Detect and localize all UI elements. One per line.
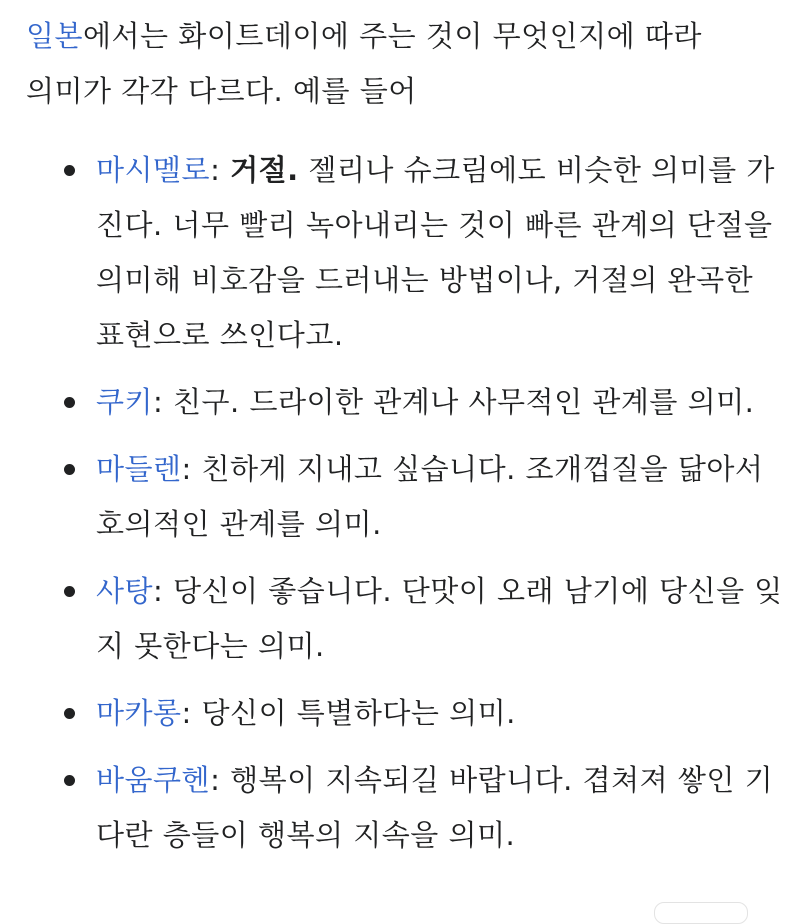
bottom-floating-control[interactable] xyxy=(654,902,748,924)
candy-link[interactable]: 사탕 xyxy=(96,574,154,608)
article-body xyxy=(26,9,786,875)
bullet-icon xyxy=(64,586,75,597)
baumkuchen-link[interactable]: 바움쿠헨 xyxy=(96,763,211,797)
item-separator: : xyxy=(210,763,231,797)
item-description: 친하게 지내고 싶습니다. 조개껍질을 닮아서 호의적인 관계를 의미. xyxy=(96,452,764,541)
item-description: 행복이 지속되길 바랍니다. 겹쳐져 쌓인 기다란 층들이 행복의 지속을 의미. xyxy=(96,763,774,852)
bullet-icon xyxy=(64,165,75,176)
gift-meaning-list xyxy=(26,143,786,863)
item-description: 젤리나 슈크림에도 비슷한 의미를 가진다. 너무 빨리 녹아내리는 것이 빠른 관계의 단절을 의미해 비호감을 드러내는 방법이나, 거절의 완곡한 표현으로 쓰인다고. xyxy=(96,153,775,352)
item-bold-text: 거절. xyxy=(230,153,299,187)
bullet-icon xyxy=(64,397,75,408)
list-item-macaron xyxy=(26,686,786,741)
bullet-icon xyxy=(64,464,75,475)
item-separator: : xyxy=(181,452,202,486)
list-item-cookie xyxy=(26,375,786,430)
japan-link[interactable]: 일본 xyxy=(26,19,84,53)
item-description: 당신이 좋습니다. 단맛이 오래 남기에 당신을 잊지 못한다는 의미. xyxy=(96,574,783,663)
cookie-link[interactable]: 쿠키 xyxy=(96,385,154,419)
list-item-candy xyxy=(26,564,786,674)
marshmallow-link[interactable]: 마시멜로 xyxy=(96,153,211,187)
item-separator: : xyxy=(181,696,202,730)
list-item-madeleine xyxy=(26,442,786,552)
bullet-icon xyxy=(64,708,75,719)
intro-text-line1: 에서는 화이트데이에 주는 것이 무엇인지에 따라 xyxy=(83,19,702,53)
macaron-link[interactable]: 마카롱 xyxy=(96,696,182,730)
item-separator: : xyxy=(153,574,174,608)
item-description: 당신이 특별하다는 의미. xyxy=(201,696,516,730)
item-separator: : xyxy=(153,385,174,419)
intro-text-line2: 의미가 각각 다르다. 예를 들어 xyxy=(26,74,417,108)
bullet-icon xyxy=(64,775,75,786)
madeleine-link[interactable]: 마들렌 xyxy=(96,452,182,486)
list-item-baumkuchen xyxy=(26,753,786,863)
item-description: 친구. 드라이한 관계나 사무적인 관계를 의미. xyxy=(173,385,755,419)
intro-paragraph xyxy=(26,9,786,119)
list-item-marshmallow xyxy=(26,143,786,363)
item-separator: : xyxy=(210,153,231,187)
